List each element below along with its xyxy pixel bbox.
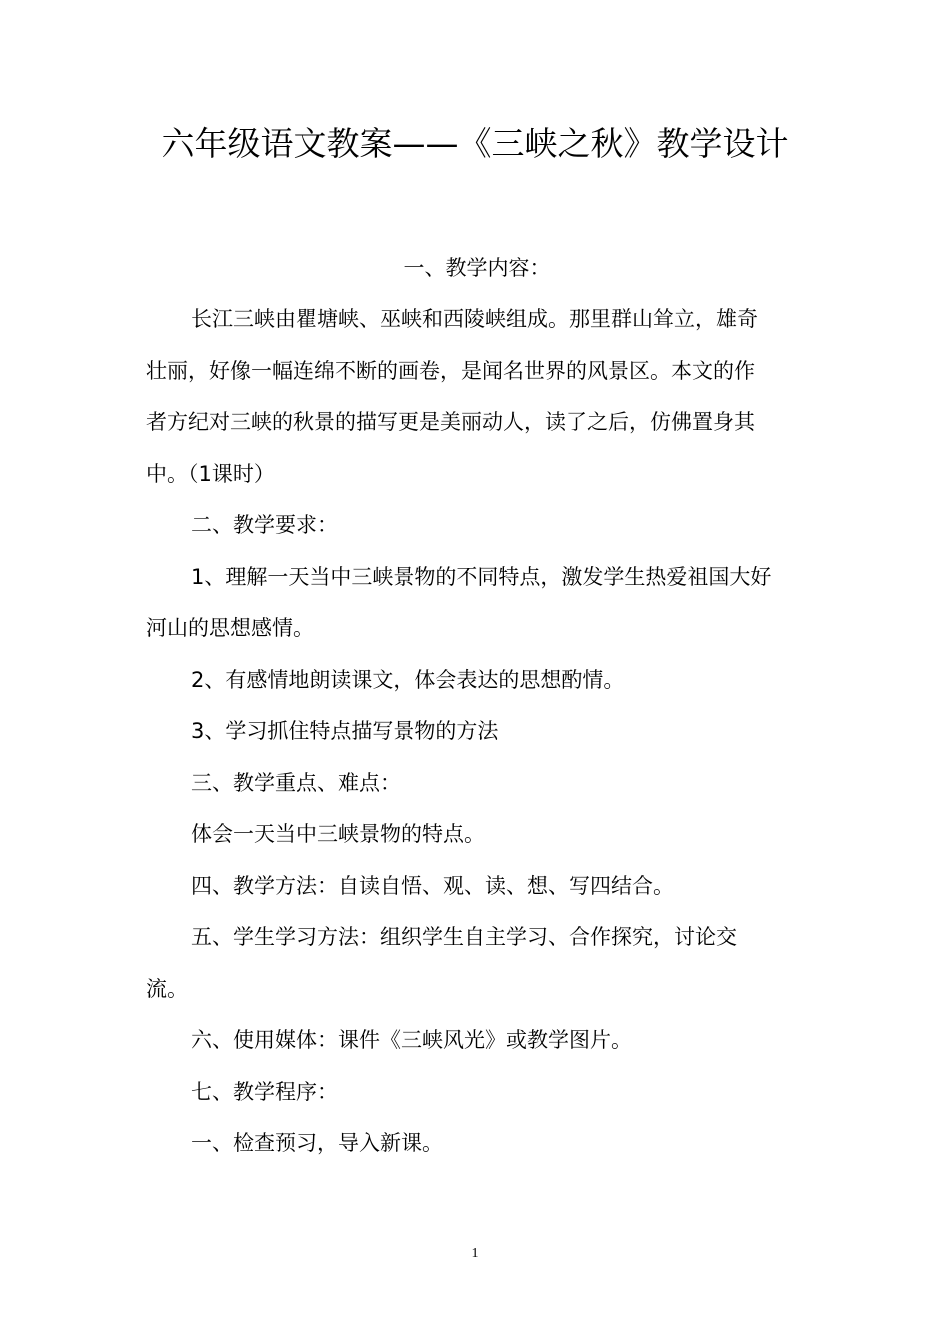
list-item: 1、理解一天当中三峡景物的不同特点，激发学生热爱祖国大好 bbox=[191, 565, 772, 589]
document-title: 六年级语文教案——《三峡之秋》教学设计 bbox=[161, 124, 789, 163]
page-number: 1 bbox=[471, 1246, 479, 1261]
section-heading-requirements: 二、教学要求： bbox=[191, 513, 338, 537]
list-item-continuation: 河山的思想感情。 bbox=[146, 616, 314, 640]
paragraph-line: 长江三峡由瞿塘峡、巫峡和西陵峡组成。那里群山耸立，雄奇 bbox=[191, 307, 758, 331]
section-heading-content: 一、教学内容： bbox=[403, 256, 551, 280]
section-heading-procedure: 七、教学程序： bbox=[191, 1080, 338, 1104]
paragraph-line: 体会一天当中三峡景物的特点。 bbox=[191, 822, 485, 846]
paragraph-line: 中。（1课时） bbox=[146, 462, 275, 486]
paragraph-line: 流。 bbox=[146, 977, 188, 1001]
paragraph-line: 者方纪对三峡的秋景的描写更是美丽动人，读了之后，仿佛置身其 bbox=[146, 410, 755, 434]
section-heading-methods: 四、教学方法：自读自悟、观、读、想、写四结合。 bbox=[191, 874, 674, 898]
procedure-step: 一、检查预习，导入新课。 bbox=[191, 1131, 443, 1155]
list-item: 3、学习抓住特点描写景物的方法 bbox=[191, 719, 499, 743]
section-heading-learning-methods: 五、学生学习方法：组织学生自主学习、合作探究，讨论交 bbox=[191, 925, 737, 949]
paragraph-line: 壮丽，好像一幅连绵不断的画卷，是闻名世界的风景区。本文的作 bbox=[146, 359, 755, 383]
list-item: 2、有感情地朗读课文，体会表达的思想酌情。 bbox=[191, 668, 625, 692]
section-heading-media: 六、使用媒体：课件《三峡风光》或教学图片。 bbox=[191, 1028, 632, 1052]
section-heading-key-points: 三、教学重点、难点： bbox=[191, 771, 401, 795]
